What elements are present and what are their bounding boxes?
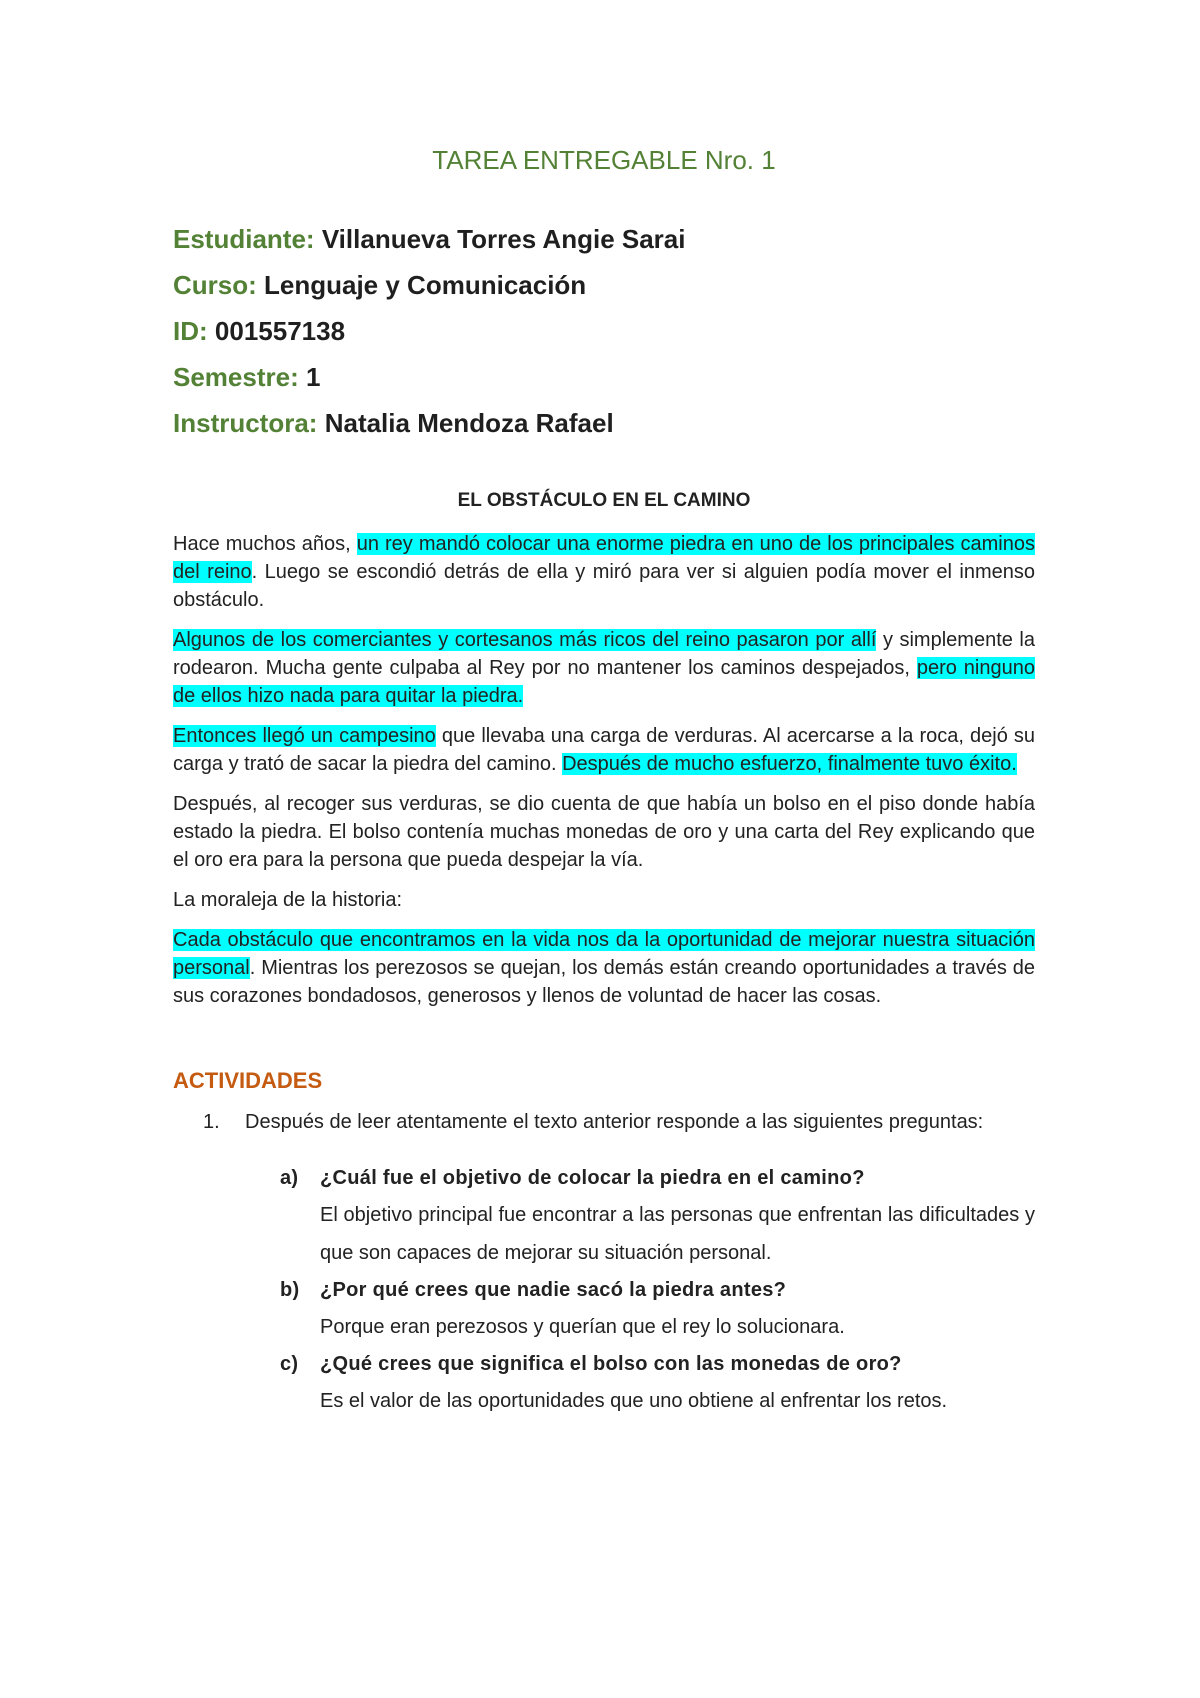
question-letter: c) (280, 1353, 299, 1375)
story-paragraph (173, 790, 1035, 874)
info-label: Curso: (173, 270, 257, 300)
story-paragraph (173, 926, 1035, 1010)
highlighted-text: Entonces llegó un campesino (173, 725, 436, 747)
activities-title: ACTIVIDADES (173, 1068, 323, 1093)
paragraph-text: y simplemente la rodearon. Mucha gente culpaba al Rey por no mantener los caminos despejados, (173, 629, 1035, 679)
info-label: ID: (173, 316, 208, 346)
highlighted-text: un rey mandó colocar una enorme piedra en uno de los principales caminos del reino (173, 533, 1035, 583)
answer-text: Es el valor de las oportunidades que uno obtiene al enfrentar los retos. (320, 1390, 948, 1412)
story-paragraph (173, 886, 1035, 914)
question-letter: a) (280, 1167, 299, 1189)
paragraph-text: La moraleja de la historia: (173, 889, 403, 911)
highlighted-text: Cada obstáculo que encontramos en la vida nos da la oportunidad de mejorar nuestra situación personal (173, 929, 1035, 979)
question-item (280, 1350, 1035, 1420)
question-text: ¿Cuál fue el objetivo de colocar la piedra en el camino? (320, 1167, 865, 1189)
answer-text: El objetivo principal fue encontrar a las personas que enfrentan las dificultades y que son capaces de mejorar su situación personal. (320, 1204, 1035, 1264)
question-text: ¿Por qué crees que nadie sacó la piedra antes? (320, 1279, 787, 1301)
activity-text: Después de leer atentamente el texto anterior responde a las siguientes preguntas: (245, 1111, 984, 1133)
question-letter: b) (280, 1279, 300, 1301)
question (280, 1276, 1035, 1304)
story-body (173, 530, 1035, 1010)
story-paragraph (173, 722, 1035, 778)
highlighted-text: pero ninguno de ellos hizo nada para quitar la piedra. (173, 657, 1035, 707)
paragraph-text: Hace muchos años, (173, 533, 357, 555)
answer-text: Porque eran perezosos y querían que el rey lo solucionara. (320, 1316, 845, 1338)
info-value: Lenguaje y Comunicación (264, 270, 587, 300)
info-instructor (173, 400, 1035, 446)
info-student (173, 216, 1035, 262)
info-id (173, 308, 1035, 354)
story-paragraph (173, 530, 1035, 614)
highlighted-text: Después de mucho esfuerzo, finalmente tuvo éxito. (562, 753, 1017, 775)
question-text: ¿Qué crees que significa el bolso con las monedas de oro? (320, 1353, 902, 1375)
highlighted-text: Algunos de los comerciantes y cortesanos más ricos del reino pasaron por allí (173, 629, 877, 651)
story-title: EL OBSTÁCULO EN EL CAMINO (457, 490, 751, 511)
info-label: Semestre: (173, 362, 299, 392)
info-course (173, 262, 1035, 308)
info-label: Instructora: (173, 408, 318, 438)
story-paragraph (173, 626, 1035, 710)
student-info (173, 216, 1035, 446)
activity-item (203, 1108, 1035, 1136)
info-semester (173, 354, 1035, 400)
info-value: Natalia Mendoza Rafael (324, 408, 614, 438)
info-value: 001557138 (214, 316, 346, 346)
paragraph-text: que llevaba una carga de verduras. Al acercarse a la roca, dejó su carga y trató de sacar la piedra del camino. (173, 725, 1036, 775)
paragraph-text: Después, al recoger sus verduras, se dio cuenta de que había un bolso en el piso donde había estado la piedra. El bolso contenía muchas monedas de oro y una carta del Rey explicando que el oro era para la persona que pueda despejar la vía. (173, 793, 1035, 871)
info-value: 1 (305, 362, 321, 392)
activity-number: 1. (203, 1111, 220, 1133)
info-label: Estudiante: (173, 224, 315, 254)
question-list (280, 1164, 1035, 1420)
paragraph-text: . Mientras los perezosos se quejan, los demás están creando oportunidades a través de sus corazones bondadosos, generosos y llenos de voluntad de hacer las cosas. (173, 957, 1035, 1007)
paragraph-text: . Luego se escondió detrás de ella y miró para ver si alguien podía mover el inmenso obstáculo. (173, 561, 1035, 611)
info-value: Villanueva Torres Angie Sarai (321, 224, 686, 254)
question (280, 1164, 1035, 1192)
document-title: TAREA ENTREGABLE Nro. 1 (432, 145, 776, 175)
question-item (280, 1276, 1035, 1346)
question (280, 1350, 1035, 1378)
question-item (280, 1164, 1035, 1272)
